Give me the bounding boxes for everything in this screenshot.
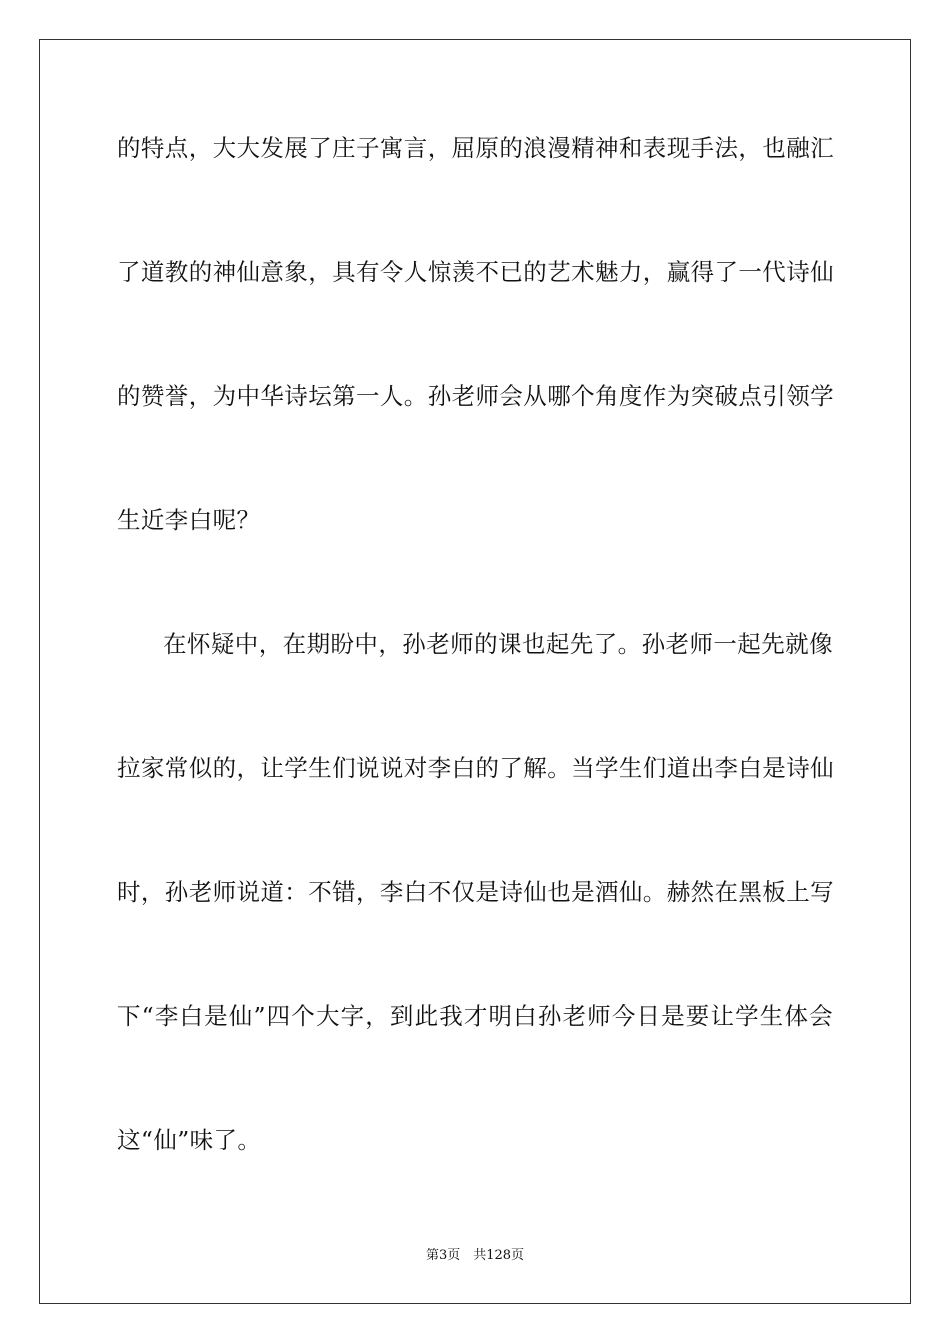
paragraph-2-line-1: 在怀疑中，在期盼中，孙老师的课也起先了。孙老师一起先就像 [163,630,833,658]
text-line-2: 了道教的神仙意象，具有令人惊羡不已的艺术魅力，赢得了一代诗仙 [117,258,834,286]
paragraph-2-line-5: 这“仙”味了。 [117,1126,262,1154]
page-number-footer: 第3页 共128页 [425,1248,525,1263]
text-line-1: 的特点，大大发展了庄子寓言，屈原的浪漫精神和表现手法，也融汇 [117,134,834,162]
page-border [39,39,911,1304]
paragraph-2-line-3: 时，孙老师说道：不错，李白不仅是诗仙也是酒仙。赫然在黑板上写 [117,878,834,906]
paragraph-2-line-4: 下“李白是仙”四个大字，到此我才明白孙老师今日是要让学生体会 [117,1002,833,1030]
paragraph-2-line-2: 拉家常似的，让学生们说说对李白的了解。当学生们道出李白是诗仙 [117,754,834,782]
text-line-4: 生近李白呢？ [117,506,261,534]
text-line-3: 的赞誉，为中华诗坛第一人。孙老师会从哪个角度作为突破点引领学 [117,382,834,410]
